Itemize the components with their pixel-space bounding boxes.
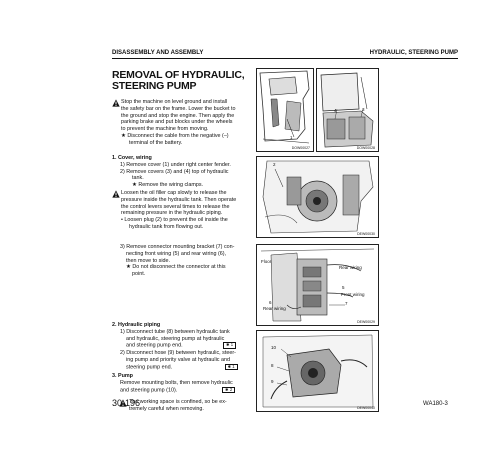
reference-box: ✱ 1 <box>223 342 236 349</box>
page-number: 30-196 <box>112 398 141 408</box>
section-1-heading: 1. Cover, wiring <box>112 155 152 161</box>
reference-box: ✱ 1 <box>225 364 238 371</box>
model-number: WA180-3 <box>423 401 448 407</box>
section-2: 2. Hydraulic piping 1) Disconnect tube (8) between hydraulic tank and hydraulic, steering pump at hydraulic and steering pump end. ✱ 1 2) Disconnect hose (9) between hydraulic, steer- ing pump and priority valve at hydraulic and steering pump end. ✱ 1 <box>112 322 262 371</box>
warning-3-text: The working space is confined, so be ex- tremely careful when removing. <box>129 399 227 412</box>
warning-2-text: Loosen the oil filler cap slowly to release the pressure inside the hydraulic tank. Then operate the control levers several times to release the remaining pressure in the hydraulic piping. • Loosen plug (2) to prevent the oil inside the hydraulic tank from flowing out. <box>121 190 237 230</box>
warning-1-text: Stop the machine on level ground and install the safety bar on the frame. Lower the bucket to the ground and stop the engine. Then apply the parking brake and put blocks under the wheels to prevent the machine from moving. ★ Disconnect the cable from the negative (–) terminal of the battery. <box>121 99 236 146</box>
figure-pump-drawing <box>257 331 378 411</box>
header-right: HYDRAULIC, STEERING PUMP <box>369 50 458 56</box>
warning-icon <box>112 190 120 198</box>
title-line-2: STEERING PUMP <box>112 80 197 92</box>
title-line-1: REMOVAL OF HYDRAULIC, <box>112 69 245 81</box>
warning-icon <box>112 99 120 107</box>
header-left: DISASSEMBLY AND ASSEMBLY <box>112 50 204 56</box>
figure-plug-drawing <box>257 157 378 237</box>
figure-cover-1: 1 DOW00027 <box>256 68 314 152</box>
section-3-heading: 3. Pump <box>112 373 133 379</box>
figure-pump: 10 8 9 DEW00040 <box>256 330 379 412</box>
section-1: 1. Cover, wiring 1) Remove cover (1) under right center fender. 2) Remove covers (3) and (4) top of hydraulic tank. ★ Remove the wiring clamps. <box>112 155 267 189</box>
section-3: 3. Pump Remove mounting bolts, then remove hydraulic and steering pump (10). ✱ 2 <box>112 373 262 394</box>
figure-wiring: Floor Rear wiring 5 Front wiring 7 6 Rear wiring DEW00029 <box>256 244 379 326</box>
figure-plug: 2 DEW00030 <box>256 156 379 238</box>
figure-wiring-drawing <box>257 245 378 325</box>
page-header <box>112 49 458 59</box>
figure-cover-1-drawing <box>257 69 313 151</box>
reference-box: ✱ 2 <box>222 387 235 394</box>
section-2-heading: 2. Hydraulic piping <box>112 322 161 328</box>
page-title <box>112 70 262 92</box>
figure-cover-2-drawing <box>317 69 378 151</box>
section-1-step-3: 3) Remove connector mounting bracket (7) con- necting front wiring (5) and rear wiring (6), then move to side. ★ Do not disconnect the connector at this point. <box>120 244 235 278</box>
figure-cover-2: 4 3 DOW00028 <box>316 68 379 152</box>
